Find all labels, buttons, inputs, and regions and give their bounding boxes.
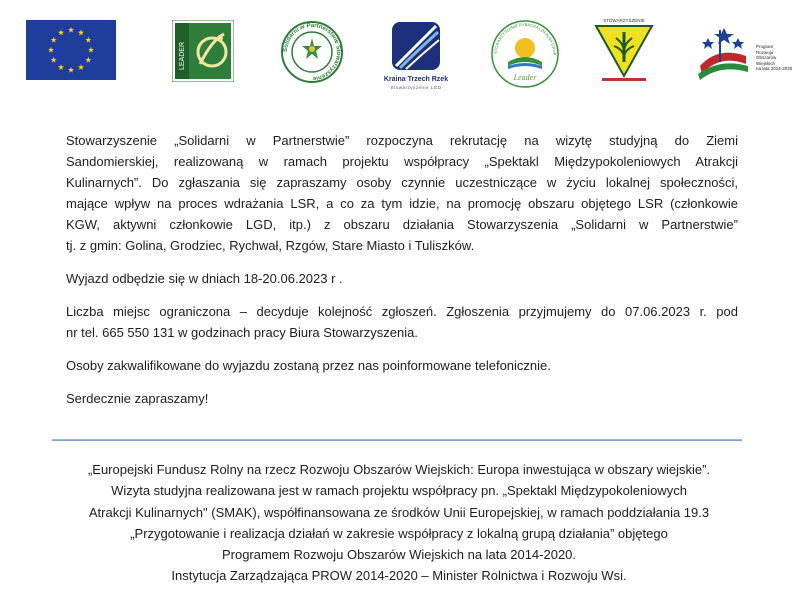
eu-flag-logo — [26, 20, 116, 80]
stowarzyszenie-yellow-logo — [592, 18, 656, 82]
text-line: mające wpływ na proces wdrażania LSR, a co za tym idzie, na promocję obszaru objętego LSR (członkowie — [66, 196, 738, 211]
stowarzyszenie-top-text: STOWARZYSZENIE — [603, 18, 645, 23]
prow-line: Wiejskich — [756, 60, 776, 66]
logo-bar — [0, 18, 798, 88]
footer-line: Atrakcji Kulinarnych" (SMAK), współfinansowana ze środków Unii Europejskiej, w ramach poddziałania 19.3 — [88, 504, 710, 520]
paragraph-notification: Osoby zakwalifikowane do wyjazdu zostaną przez nas poinformowane telefonicznie. — [66, 358, 551, 373]
paragraph-registration — [66, 301, 738, 343]
prow-line: Program — [756, 44, 774, 49]
prow-line: na lata 2014-2020 — [756, 66, 793, 72]
footer-line: Instytucja Zarządzająca PROW 2014-2020 – Minister Rolnictwa i Rozwoju Wsi. — [171, 568, 627, 584]
prow-line: Rozwoju — [756, 49, 774, 55]
footer-funding-note — [40, 459, 758, 587]
text-line: tj. z gmin: Golina, Grodziec, Rychwał, Rzgów, Stare Miasto i Tuliszków. — [66, 238, 475, 253]
footer-line: Programem Rozwoju Obszarów Wiejskich na lata 2014-2020. — [221, 547, 577, 563]
footer-line: „Przygotowanie i realizacja działań w zakresie współpracy z lokalną grupą działania” objętego — [130, 525, 668, 541]
text-line: nr tel. 665 550 131 w godzinach pracy Biura Stowarzyszenia. — [66, 325, 418, 340]
text-line: Liczba miejsc ograniczona – decyduje kolejność zgłoszeń. Zgłoszenia przyjmujemy do 07.06.2023 r. pod — [66, 304, 738, 319]
text-line: Kulinarnych”. Do zgłaszania się zapraszamy osoby czynnie uczestniczące w życiu lokalnej społeczności, — [66, 175, 738, 190]
prow-text — [756, 44, 793, 72]
leader-logo — [172, 20, 234, 82]
ktr-subtitle: Stowarzyszenie LGD — [390, 85, 442, 90]
footer-line: Wizyta studyjna realizowana jest w ramach projektu współpracy pn. „Spektakl Międzypokoleniowych — [111, 483, 687, 499]
text-line: Stowarzyszenie „Solidarni w Partnerstwie” rozpoczyna rekrutację na wizytę studyjną do Ziemi — [66, 133, 738, 148]
solidarni-ring-text: Solidarni w Partnerstwie Stowarzyszenie — [282, 22, 342, 82]
paragraph-closing: Serdecznie zapraszamy! — [66, 391, 209, 406]
solidarni-stamp-logo — [280, 20, 344, 84]
text-line: KGW, aktywni członkowie LGD, itp.) z obszaru działania Stowarzyszenia „Solidarni w Partnerstwie” — [66, 217, 738, 232]
announcement-body — [66, 130, 738, 409]
divider — [52, 439, 742, 441]
leader-round-logo — [486, 18, 564, 92]
leader-round-text: Leader — [513, 73, 537, 82]
prow-logo — [690, 22, 793, 86]
prow-line: Obszarów — [756, 55, 777, 61]
kraina-trzech-rzek-logo — [382, 20, 450, 92]
paragraph-recruitment — [66, 130, 738, 256]
ktr-name: Kraina Trzech Rzek — [383, 76, 449, 83]
text-line: Sandomierskiej, realizowaną w ramach projektu współpracy „Spektakl Międzypokoleniowych Atrakcji — [66, 154, 738, 169]
footer-line: „Europejski Fundusz Rolny na rzecz Rozwoju Obszarów Wiejskich: Europa inwestująca w obszary wiejskie”. — [87, 462, 711, 477]
svg-text:LEADER: LEADER — [179, 41, 186, 70]
leader-round-ring-text: STOWARZYSZENIE RYBACKA LOKALNA GRUP — [492, 21, 558, 55]
paragraph-dates: Wyjazd odbędzie się w dniach 18-20.06.2023 r . — [66, 271, 343, 286]
